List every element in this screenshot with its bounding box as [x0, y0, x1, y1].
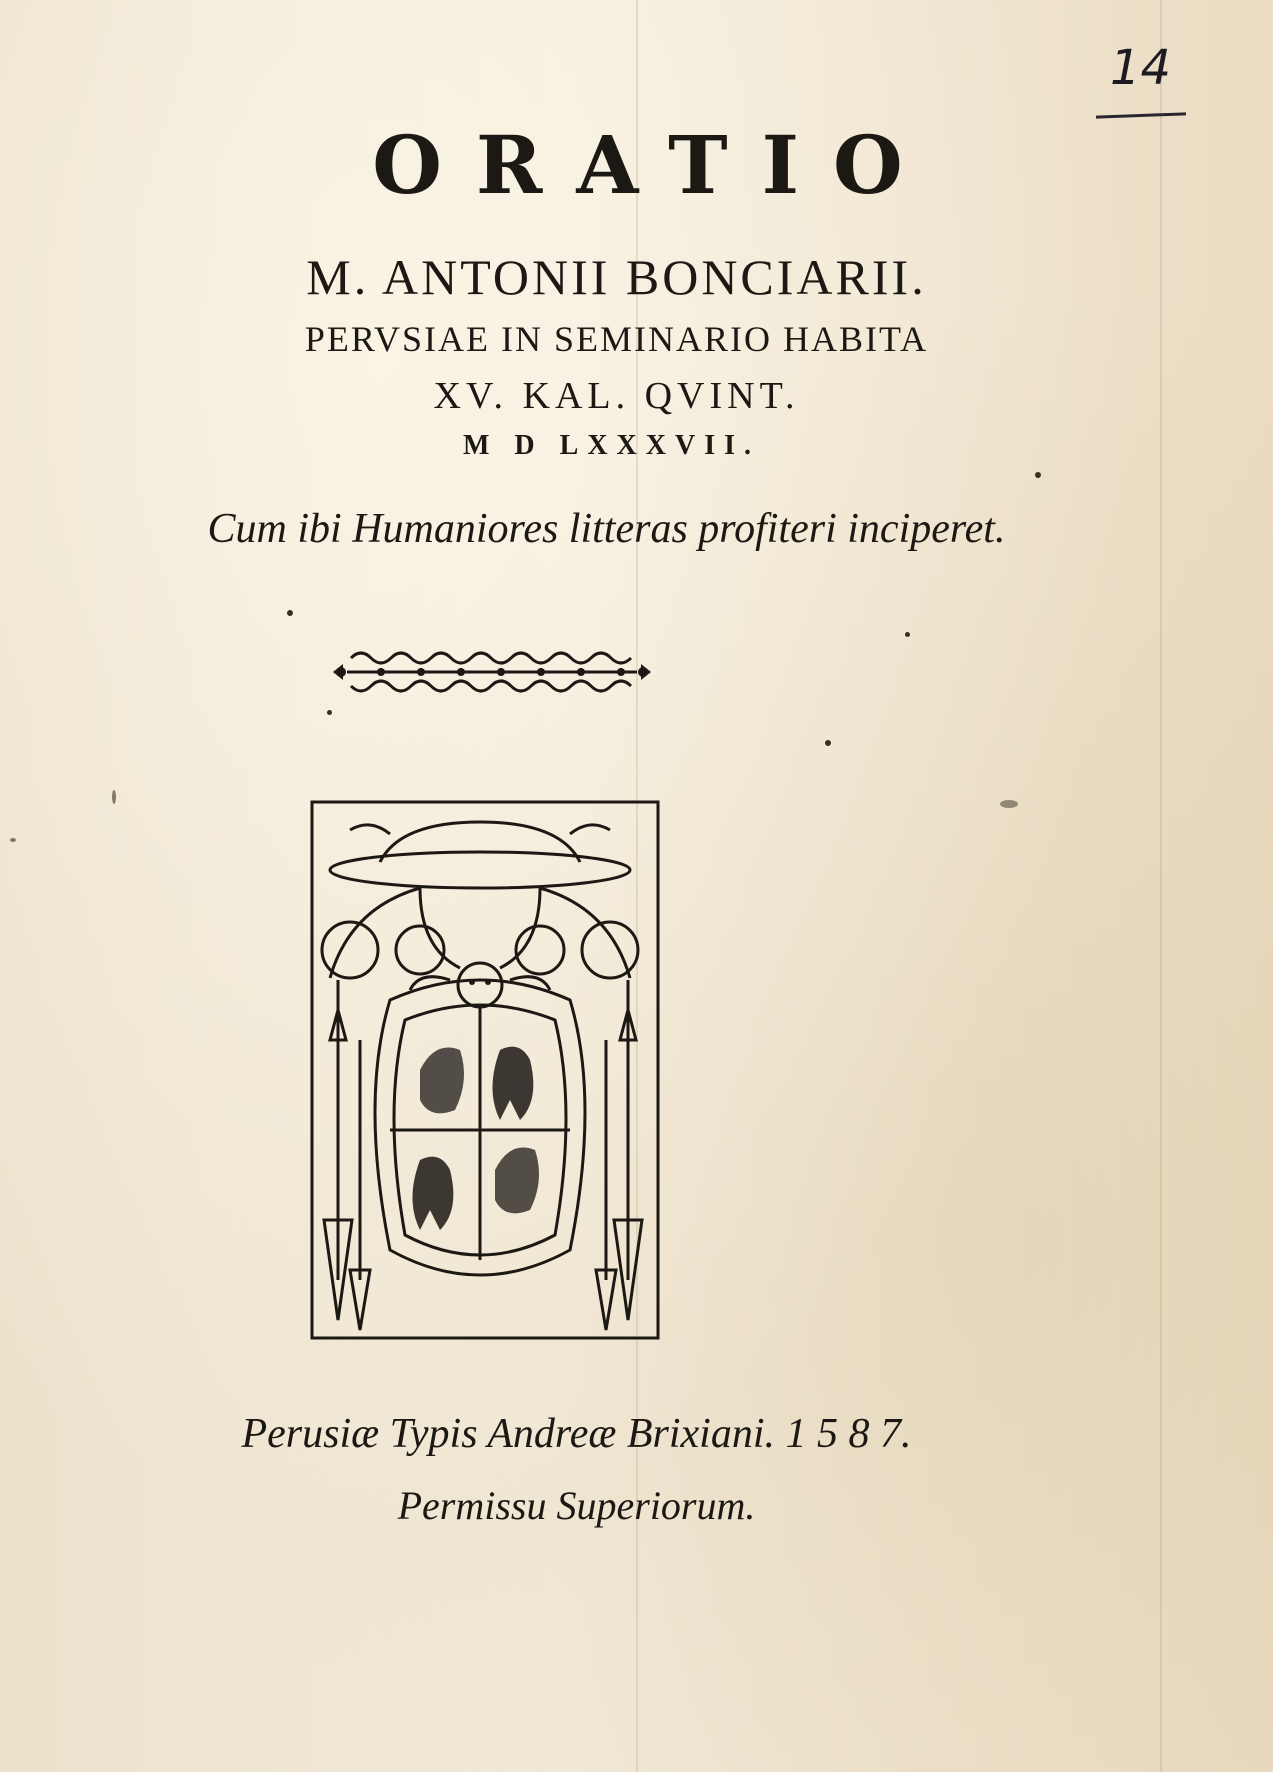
- floral-border-ornament: [333, 640, 651, 704]
- imprint-line: Perusiæ Typis Andreæ Brixiani. 1 5 8 7.: [241, 1411, 912, 1457]
- year-line: M D LXXXVII.: [463, 430, 760, 461]
- author-line: M. ANTONII BONCIARII.: [306, 249, 927, 305]
- paper-speck: [1035, 472, 1041, 478]
- date-line: XV. KAL. QVINT.: [433, 375, 800, 417]
- paper-speck: [112, 790, 116, 804]
- place-line: PERVSIAE IN SEMINARIO HABITA: [304, 319, 929, 359]
- paper-speck: [825, 740, 831, 746]
- permission-line: Permissu Superiorum.: [397, 1483, 756, 1528]
- paper-speck: [905, 632, 910, 637]
- page-title: ORATIO: [372, 118, 937, 212]
- paper-speck: [287, 610, 293, 616]
- paper-speck: [327, 710, 332, 715]
- occasion-line: Cum ibi Humaniores litteras profiteri inciperet.: [207, 506, 1006, 552]
- paper-speck: [1000, 800, 1018, 808]
- paper-speck: [10, 838, 16, 842]
- folio-number: 14: [1110, 40, 1172, 96]
- cardinal-coat-of-arms-woodcut: [310, 800, 660, 1340]
